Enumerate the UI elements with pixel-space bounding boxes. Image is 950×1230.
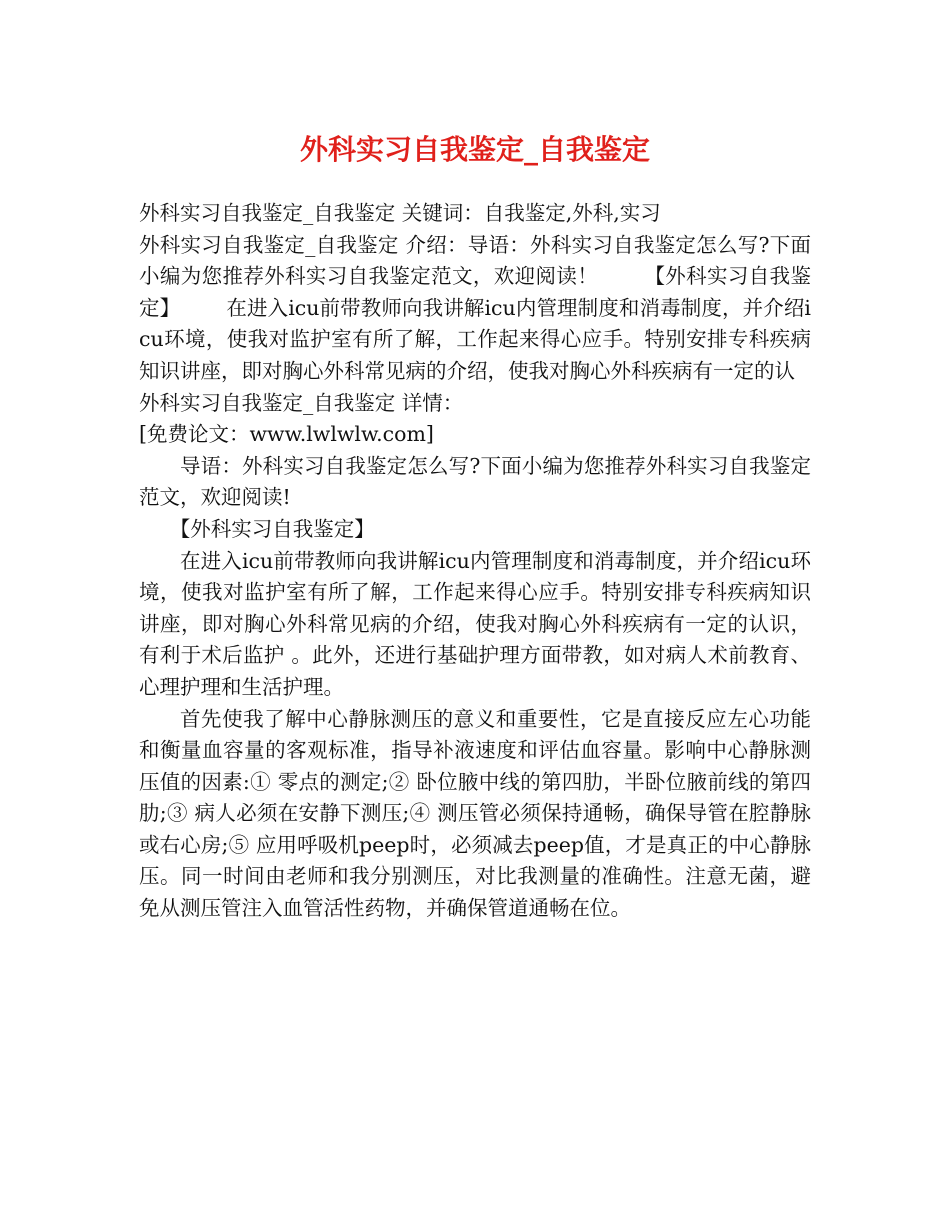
section-heading: 【外科实习自我鉴定】: [169, 516, 375, 541]
document-title: 外科实习自我鉴定_自我鉴定: [299, 133, 650, 166]
guide-paragraph: 导语：外科实习自我鉴定怎么写?下面小编为您推荐外科实习自我鉴定范文，欢迎阅读!: [139, 453, 811, 510]
intro-heading: 【外科实习自我鉴定】: [139, 264, 812, 320]
document-body: [139, 198, 811, 925]
keywords-line: 外科实习自我鉴定_自我鉴定 关键词：自我鉴定,外科,实习: [139, 201, 661, 225]
details-line: 外科实习自我鉴定_自我鉴定 详情：: [139, 390, 464, 415]
body-paragraph-2: 首先使我了解中心静脉测压的意义和重要性，它是直接反应左心功能和衡量血容量的客观标准，指导补液速度和评估血容量。影响中心静脉测压值的因素:① 零点的测定;② 卧位腋中线的第四肋，半卧位腋前线的第四肋;③ 病人必须在安静下测压;④ 测压管必须保持通畅，确保导管在腔静脉或右心房;⑤ 应用呼吸机peep时，必须减去peep值，才是真正的中心静脉压。同一时间由老师和我分别测压，对比我测量的准确性。注意无菌，避免从测压管注入血管活性药物，并确保管道通畅在位。: [139, 706, 811, 921]
intro-summary: [139, 230, 811, 388]
body-paragraph-1: 在进入icu前带教师向我讲解icu内管理制度和消毒制度，并介绍icu环境，使我对监护室有所了解，工作起来得心应手。特别安排专科疾病知识讲座，即对胸心外科常见病的介绍，使我对胸心外科疾病有一定的认识，有利于术后监护 。此外，还进行基础护理方面带教，如对病人术前教育、心理护理和生活护理。: [139, 548, 811, 699]
source-line: [免费论文：www.lwlwlw.com]: [139, 422, 434, 447]
intro-body: 在进入icu前带教师向我讲解icu内管理制度和消毒制度，并介绍icu环境，使我对监护室有所了解，工作起来得心应手。特别安排专科疾病知识讲座，即对胸心外科常见病的介绍，使我对胸心外科疾病有一定的认: [139, 295, 811, 383]
intro-lead: 外科实习自我鉴定_自我鉴定 介绍：导语：外科实习自我鉴定怎么写?下面小编为您推荐外科实习自我鉴定范文，欢迎阅读！: [139, 232, 811, 289]
